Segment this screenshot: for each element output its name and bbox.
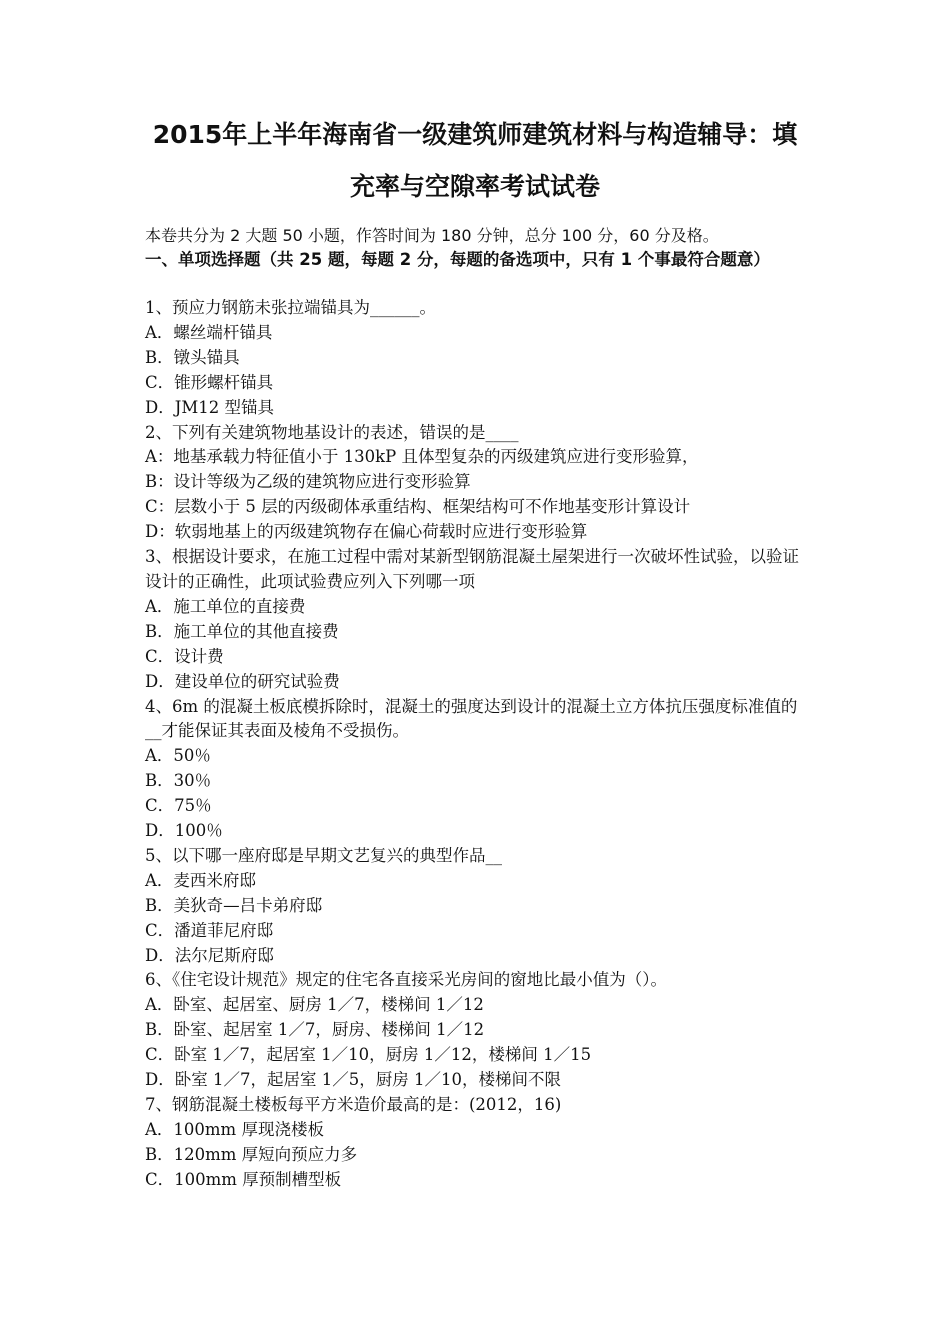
- answer-option: C．卧室 1／7，起居室 1／10，厨房 1／12，楼梯间 1／15: [145, 1045, 592, 1065]
- document-title-line-1: 2015年上半年海南省一级建筑师建筑材料与构造辅导：填: [152, 120, 798, 149]
- answer-option: D．JM12 型锚具: [145, 397, 274, 417]
- answer-option: B：设计等级为乙级的建筑物应进行变形验算: [145, 472, 471, 492]
- answer-option: C．设计费: [145, 646, 224, 666]
- question-item: [145, 968, 813, 1093]
- answer-option: D：软弱地基上的丙级建筑物存在偏心荷载时应进行变形验算: [145, 522, 588, 542]
- exam-instructions: 本卷共分为 2 大题 50 小题，作答时间为 180 分钟，总分 100 分，60 分及格。: [145, 226, 719, 245]
- answer-option: B．美狄奇—吕卡弟府邸: [145, 895, 323, 915]
- question-item: [145, 695, 813, 844]
- question-item: [145, 296, 813, 421]
- question-stem: 5、以下哪一座府邸是早期文艺复兴的典型作品__: [145, 845, 502, 865]
- question-stem: 6、《住宅设计规范》规定的住宅各直接采光房间的窗地比最小值为（）。: [145, 970, 667, 990]
- answer-option: B．施工单位的其他直接费: [145, 621, 339, 641]
- question-list: [145, 296, 813, 1193]
- answer-option: C．锥形螺杆锚具: [145, 372, 274, 392]
- answer-option: D．100％: [145, 821, 223, 841]
- answer-option: C：层数小于 5 层的丙级砌体承重结构、框架结构可不作地基变形计算设计: [145, 497, 691, 517]
- section-heading-single-choice: 一、单项选择题（共 25 题，每题 2 分，每题的备选项中，只有 1 个事最符合题意）: [145, 250, 770, 269]
- answer-option: A．100mm 厚现浇楼板: [145, 1119, 324, 1139]
- question-stem: 4、6m 的混凝土板底模拆除时，混凝土的强度达到设计的混凝土立方体抗压强度标准值的__才能保证其表面及棱角不受损伤。: [145, 696, 798, 741]
- question-stem: 1、预应力钢筋未张拉端锚具为______。: [145, 298, 436, 317]
- answer-option: D．建设单位的研究试验费: [145, 671, 340, 691]
- question-item: [145, 844, 813, 969]
- answer-option: C．100mm 厚预制槽型板: [145, 1169, 342, 1189]
- answer-option: C．75％: [145, 796, 212, 816]
- answer-option: D．卧室 1／7，起居室 1／5，厨房 1／10，楼梯间不限: [145, 1070, 561, 1090]
- answer-option: A：地基承载力特征值小于 130kP 且体型复杂的丙级建筑应进行变形验算，: [145, 447, 699, 467]
- answer-option: B．镦头锚具: [145, 347, 240, 367]
- question-stem: 7、钢筋混凝土楼板每平方米造价最高的是：(2012，16): [145, 1095, 562, 1114]
- question-item: [145, 545, 813, 694]
- question-stem: 3、根据设计要求，在施工过程中需对某新型钢筋混凝土屋架进行一次破坏性试验，以验证设计的正确性，此项试验费应列入下列哪一项: [145, 547, 799, 591]
- answer-option: C．潘道菲尼府邸: [145, 920, 274, 940]
- question-item: [145, 421, 813, 546]
- answer-option: A．卧室、起居室、厨房 1／7，楼梯间 1／12: [145, 995, 484, 1015]
- answer-option: B．120mm 厚短向预应力多: [145, 1144, 358, 1164]
- answer-option: A．螺丝端杆锚具: [145, 322, 273, 342]
- answer-option: A．50％: [145, 746, 211, 766]
- answer-option: A．施工单位的直接费: [145, 596, 306, 616]
- document-title-line-2: 充率与空隙率考试试卷: [349, 172, 600, 201]
- question-item: [145, 1093, 813, 1193]
- answer-option: D．法尔尼斯府邸: [145, 945, 274, 965]
- answer-option: B．30％: [145, 771, 212, 791]
- answer-option: A．麦西米府邸: [145, 870, 256, 890]
- question-stem: 2、下列有关建筑物地基设计的表述，错误的是____: [145, 422, 519, 442]
- answer-option: B．卧室、起居室 1／7，厨房、楼梯间 1／12: [145, 1020, 485, 1040]
